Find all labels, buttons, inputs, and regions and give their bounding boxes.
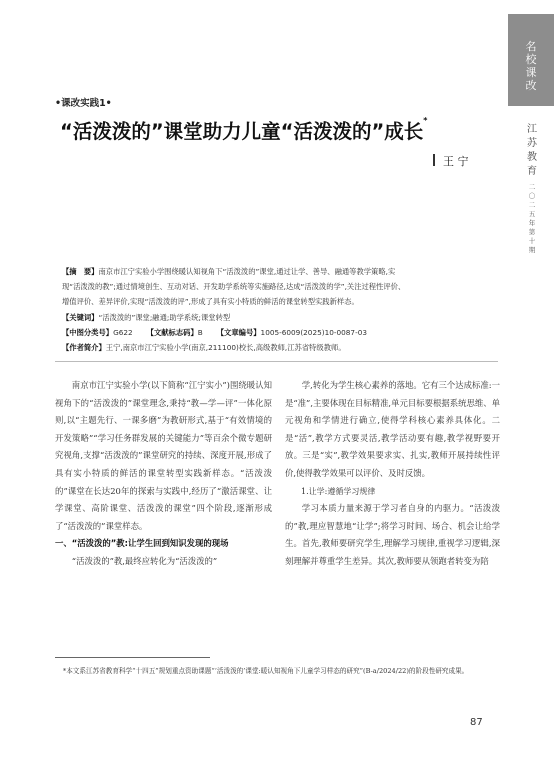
magazine-char: 江 [527, 124, 537, 135]
body-paragraph: 学习本质力量来源于学习者自身的内驱力。“活泼泼的”教,理应智慧地“让学”;将学习时间、场合、机会让给学生。首先,教师要研究学生,理解学习规律,重视学习逻辑,深刻理解并尊重学生差异。其次,教师要从领跑者转变为陪 [285, 503, 500, 566]
section-char-1: 名 [525, 40, 537, 53]
magazine-name-vertical [518, 123, 546, 179]
column-label: •课改实践1• [55, 98, 112, 109]
magazine-char: 苏 [527, 138, 537, 149]
article-number-value: 1005-6009(2025)10-0087-03 [260, 327, 367, 337]
section-char-2: 校 [525, 53, 537, 66]
keywords-text: “活泼泼的”课堂;融通;助学系统;课堂转型 [98, 312, 231, 322]
article-metadata [62, 264, 498, 355]
issue-vertical [518, 183, 546, 255]
abstract-text-1: 南京市江宁实验小学围绕暖认知视角下“活泼泼的”课堂,通过让学、善导、融通等教学策略,实 [98, 267, 396, 276]
author-divider [433, 154, 435, 166]
author-intro-label: 【作者简介】 [62, 343, 106, 353]
body-paragraph: 学,转化为学生核心素养的落地。它有三个达成标准:一是“准”,主要体现在目标精准,单元目标要根据系统思维、单元视角和学情进行确立,使得学科核心素养具体化。二是“活”,教学方式要灵活,教学活动要有趣,教学视野要开放。三是“实”,教学效果要求实、扎实,教师开展持续性评价,使得教学效果可以评价、及时反馈。 [285, 380, 500, 478]
body-paragraph: 南京市江宁实验小学(以下简称“江宁实小”)围绕暖认知视角下的“活泼泼的”课堂理念,秉持“教—学—评”一体化原则,以“主题先行、一课多磨”为教研形式,基于“有效情境的开发策略”“学习任务群发展的关键能力”等百余个微专题研究视角,支撑“活泼泼的”课堂研究的持续、深度开展,形成了具有实小特质的鲜活的课堂转型实践新样态。“活泼泼的”课堂在长达20年的探索与实践中,经历了“激活课堂、让学课堂、高阶课堂、活泼泼的课堂”四个阶段,逐渐形成了“活泼泼的”课堂样态。 [55, 380, 272, 531]
doc-code-value: B [197, 327, 203, 337]
footnote-text: *本文系江苏省教育科学“十四五”规划重点资助课题“‘活泼泼的’课堂:暖认知视角下儿童学习样态的研究”(B-a/2024/22)的阶段性研究成果。 [62, 667, 469, 675]
issue-char: 二 [528, 183, 536, 191]
magazine-char: 教 [527, 152, 537, 163]
footnote [55, 665, 498, 677]
abstract-line-3: 增值评价、差异评价,实现“活泼泼的评”,形成了具有实小特质的鲜活的课堂转型实践新样态。 [62, 297, 359, 307]
page-number: 87 [470, 717, 483, 728]
body-column-right [285, 377, 500, 571]
abstract-line-1 [62, 264, 498, 279]
article-number-label: 【文章编号】 [216, 327, 261, 337]
footnote-divider [55, 657, 210, 658]
author-intro-text: 王宁,南京市江宁实验小学(南京,211100)校长,高级教师,江苏省特级教师。 [105, 343, 346, 353]
issue-char: 期 [528, 246, 536, 254]
author-name: 王 宁 [443, 155, 469, 168]
section-tab [508, 14, 554, 106]
section-char-3: 课 [525, 66, 537, 79]
body-paragraph: “活泼泼的”教,最终应转化为“活泼泼的” [71, 555, 218, 566]
keywords-label: 【关键词】 [62, 312, 99, 322]
subsection-heading: 1.让学:遵循学习规律 [301, 486, 376, 496]
article-title [60, 116, 500, 144]
issue-char: 十 [528, 237, 536, 245]
classification-line [62, 325, 498, 340]
title-text: “活泼泼的”课堂助力儿童“活泼泼的”成长 [60, 120, 424, 143]
section-heading: 一、“活泼泼的”教:让学生回到知识发现的现场 [55, 538, 229, 549]
body-column-left [55, 377, 272, 571]
abstract-label: 【摘 要】 [62, 267, 99, 276]
issue-char: 第 [528, 228, 536, 236]
issue-char: 二 [528, 201, 536, 209]
abstract-line-2: 现“活泼泼的教”;通过情境创生、互动对话、开发助学系统等实施路径,达成“活泼泼的学”,关注过程性评价、 [62, 282, 406, 292]
issue-char: 年 [528, 219, 536, 227]
magazine-char: 育 [527, 166, 537, 177]
clc-value: G622 [113, 327, 133, 337]
keywords-line [62, 310, 498, 325]
title-footnote-mark: * [423, 116, 428, 125]
issue-char: 五 [528, 210, 536, 218]
doc-code-label: 【文献标志码】 [146, 327, 198, 337]
clc-label: 【中图分类号】 [62, 327, 114, 337]
section-char-4: 改 [525, 79, 537, 92]
issue-char: 〇 [528, 192, 536, 200]
metadata-divider [55, 361, 498, 362]
author-intro-line [62, 340, 498, 355]
